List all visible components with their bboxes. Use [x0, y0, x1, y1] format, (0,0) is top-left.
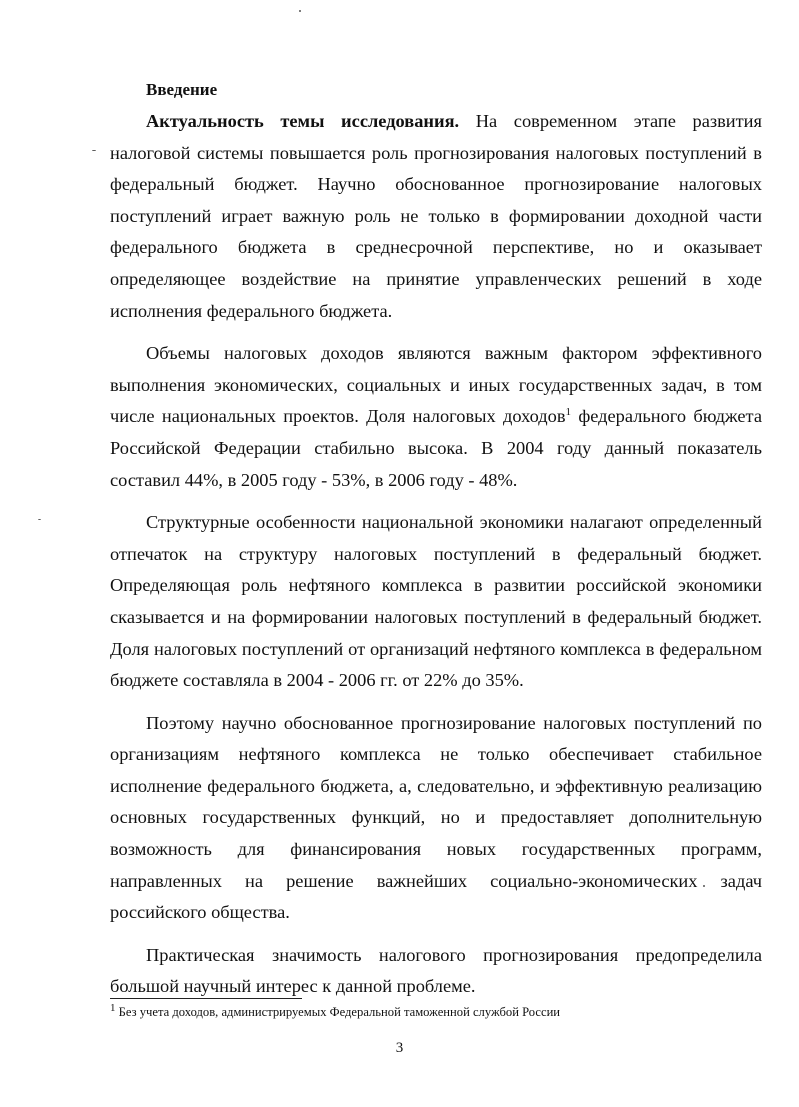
section-heading: Введение	[146, 80, 218, 99]
footnote-divider	[110, 998, 302, 999]
paragraph-text: федерального бюджета Российской Федерации стабильно высока. В 2004 году данный показатель составил 44%, в 2005 году - 53%, в 2006 году - 48%.	[110, 406, 762, 490]
paragraph-significance: Практическая значимость налогового прогнозирования предопределила большой научный интерес к данной проблеме.	[110, 944, 762, 997]
footnote-reference: 1	[565, 406, 571, 419]
footnote-text: Без учета доходов, администрируемых Федеральной таможенной службой России	[115, 1005, 561, 1019]
footnote-mark: 1	[110, 1001, 116, 1014]
paragraph-forecasting: Поэтому научно обоснованное прогнозирование налоговых поступлений по организациям нефтяного комплекса не только обеспечивает стабильное исполнение федерального бюджета, а, следовательно, и эффективную реализацию основных государственных функций, но и предоставляет дополнительную возможность для финансирования новых государственных программ, направленных на решение важнейших социально-экономических задач российского общества.	[110, 712, 762, 923]
paragraph-text: Объемы налоговых доходов являются важным фактором эффективного выполнения экономических, социальных и иных государственных задач, в том числе национальных проектов. Доля налоговых доходов	[110, 343, 762, 427]
paragraph-tax-revenue	[110, 338, 762, 496]
body-text	[110, 106, 762, 1003]
scan-speck	[92, 150, 96, 151]
paragraph-relevance	[110, 106, 762, 327]
footnote	[110, 1001, 750, 1020]
scan-speck	[299, 10, 301, 12]
page-number: 3	[395, 1040, 404, 1056]
bold-lead: Актуальность темы исследования.	[146, 111, 460, 131]
paragraph-structure: Структурные особенности национальной экономики налагают определенный отпечаток на структуру налоговых поступлений в федеральный бюджет. Определяющая роль нефтяного комплекса в развитии российской экономики сказывается и на формировании налоговых поступлений в федеральный бюджет. Доля налоговых поступлений от организаций нефтяного комплекса в федеральном бюджете составляла в 2004 - 2006 гг. от 22% до 35%.	[110, 512, 762, 691]
scan-speck	[38, 519, 41, 520]
paragraph-text: На современном этапе развития налоговой системы повышается роль прогнозирования налоговых поступлений в федеральный бюджет. Научно обоснованное прогнозирование налоговых поступлений играет важную роль не только в формировании доходной части федерального бюджета в среднесрочной перспективе, но и оказывает определяющее воздействие на принятие управленческих решений в ходе исполнения федерального бюджета.	[110, 111, 762, 321]
